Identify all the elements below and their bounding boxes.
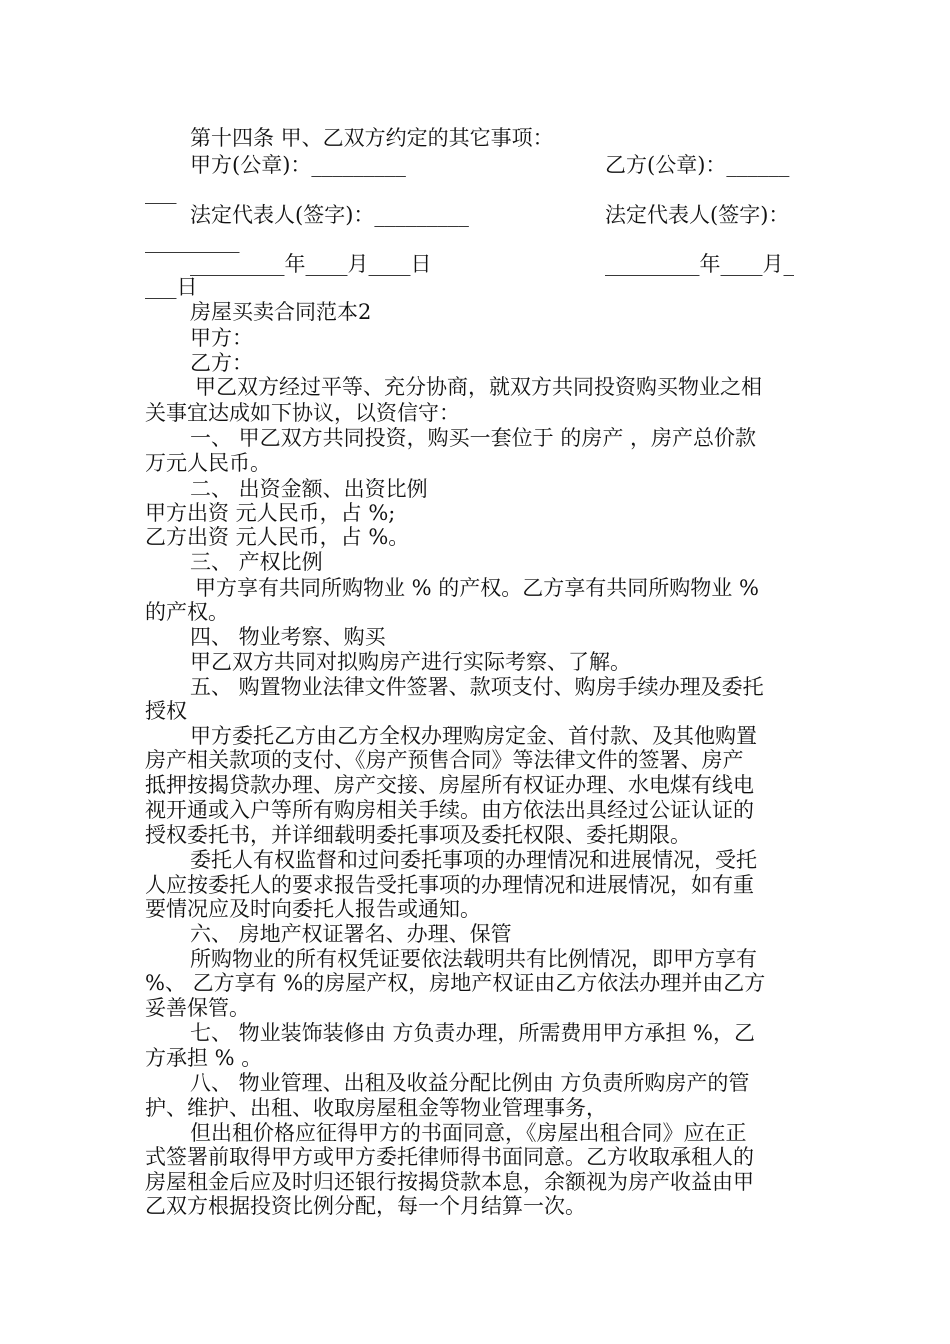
contract-title: 房屋买卖合同范本2	[190, 300, 372, 324]
paragraph-line: %、 乙方享有 %的房屋产权，房地产权证由乙方依法办理并由乙方	[145, 971, 766, 995]
paragraph-line: 式签署前取得甲方或甲方委托律师得书面同意。乙方收取承租人的	[145, 1145, 754, 1169]
section-2-heading: 二、 出资金额、出资比例	[190, 477, 428, 501]
paragraph-line: 视开通或入户等所有购房相关手续。由方依法出具经过公证认证的	[145, 798, 754, 822]
party-b-label: 乙方：	[190, 351, 253, 375]
paragraph-line: 甲方享有共同所购物业 % 的产权。乙方享有共同所购物业 %	[195, 576, 759, 600]
paragraph-line: 妥善保管。	[145, 996, 250, 1020]
paragraph-line: 所购物业的所有权凭证要依法载明共有比例情况，即甲方享有	[190, 947, 757, 971]
paragraph-line: 关事宜达成如下协议，以资信守：	[145, 401, 460, 425]
section-6-heading: 六、 房地产权证署名、办理、保管	[190, 922, 512, 946]
paragraph-line: 房屋租金后应及时归还银行按揭贷款本息，余额视为房产收益由甲	[145, 1170, 754, 1194]
party-b-rep-signature-line: 法定代表人(签字)：	[605, 203, 790, 227]
party-a-seal-line: 甲方(公章)：_________	[190, 153, 406, 177]
paragraph-line: 方承担 % 。	[145, 1046, 263, 1070]
section-4-heading: 四、 物业考察、购买	[190, 625, 386, 649]
party-b-date-line: _________年____月_	[605, 252, 794, 276]
paragraph-line: 的产权。	[145, 600, 229, 624]
section-5-heading: 五、 购置物业法律文件签署、款项支付、购房手续办理及委托	[190, 675, 764, 699]
paragraph-line: 乙方出资 元人民币，占 %。	[145, 525, 410, 549]
paragraph-line: 要情况应及时向委托人报告或通知。	[145, 897, 481, 921]
section-7-line: 七、 物业装饰装修由 方负责办理，所需费用甲方承担 %，乙	[190, 1021, 755, 1045]
paragraph-line: 抵押按揭贷款办理、房产交接、房屋所有权证办理、水电煤有线电	[145, 773, 754, 797]
section-5-heading-cont: 授权	[145, 699, 187, 723]
party-a-date-line: _________年____月____日	[190, 252, 432, 276]
paragraph-line: 房产相关款项的支付、《房产预售合同》等法律文件的签署、房产	[145, 748, 744, 772]
party-b-seal-line-cont: ___	[145, 180, 177, 204]
party-b-date-line-cont: ___日	[145, 275, 198, 299]
section-8-line: 八、 物业管理、出租及收益分配比例由 方负责所购房产的管	[190, 1071, 750, 1095]
paragraph-line: 委托人有权监督和过问委托事项的办理情况和进展情况，受托	[190, 848, 757, 872]
party-a-rep-signature-line: 法定代表人(签字)：_________	[190, 203, 469, 227]
paragraph-line: 万元人民币。	[145, 451, 271, 475]
article-14-heading: 第十四条 甲、乙双方约定的其它事项：	[190, 126, 554, 150]
paragraph-line: 甲乙双方共同对拟购房产进行实际考察、了解。	[190, 650, 631, 674]
party-a-label: 甲方：	[190, 326, 253, 350]
party-b-rep-signature-line-cont: _________	[145, 229, 240, 253]
paragraph-line: 甲方出资 元人民币，占 %;	[145, 501, 396, 525]
party-b-seal-line: 乙方(公章)：______	[605, 153, 790, 177]
section-3-heading: 三、 产权比例	[190, 550, 323, 574]
paragraph-line: 护、维护、出租、收取房屋租金等物业管理事务，	[145, 1096, 607, 1120]
paragraph-line: 甲乙双方经过平等、充分协商，就双方共同投资购买物业之相	[195, 375, 762, 399]
paragraph-line: 人应按委托人的要求报告受托事项的办理情况和进展情况，如有重	[145, 873, 754, 897]
paragraph-line: 但出租价格应征得甲方的书面同意，《房屋出租合同》应在正	[190, 1121, 747, 1145]
paragraph-line: 授权委托书，并详细载明委托事项及委托权限、委托期限。	[145, 823, 691, 847]
section-1-line: 一、 甲乙双方共同投资，购买一套位于 的房产 ，房产总价款	[190, 426, 757, 450]
paragraph-line: 乙双方根据投资比例分配，每一个月结算一次。	[145, 1194, 586, 1218]
paragraph-line: 甲方委托乙方由乙方全权办理购房定金、首付款、及其他购置	[190, 724, 757, 748]
